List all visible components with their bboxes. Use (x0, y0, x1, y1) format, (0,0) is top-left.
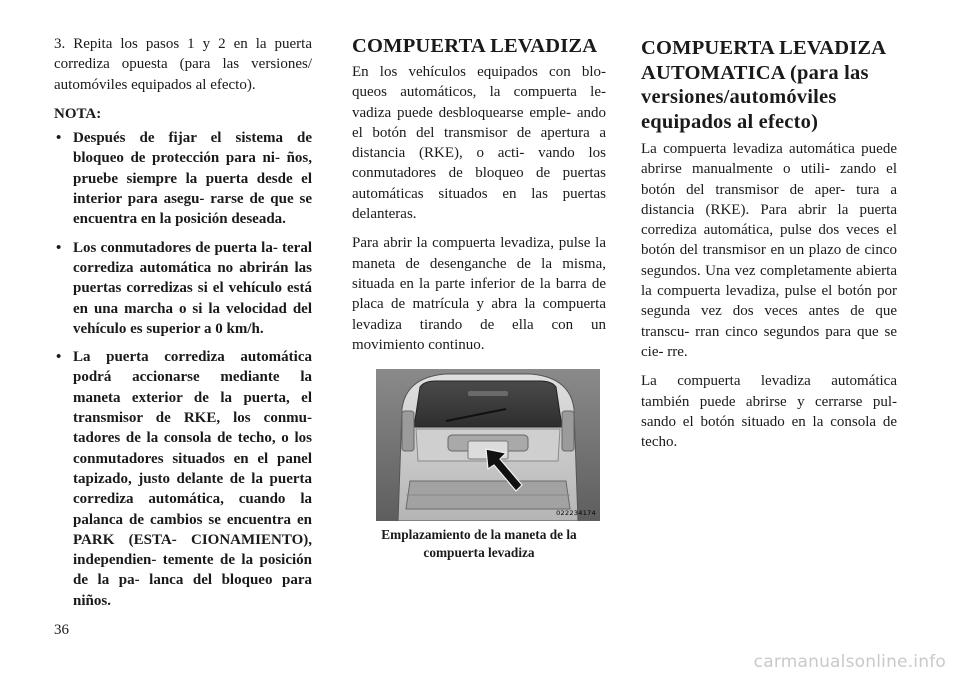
right-column (641, 34, 897, 452)
figure-code: 022234174 (556, 509, 596, 518)
bullet-dot-icon: • (56, 349, 62, 366)
figure-caption: Emplazamiento de la maneta de la compuerta levadiza (381, 527, 577, 561)
bullet-dot-icon: • (56, 130, 62, 147)
step-3-text: 3. Repita los pasos 1 y 2 en la puerta corrediza opuesta (para las versiones/ automóviles equipados al efecto). (54, 36, 312, 93)
bullet-text: La puerta corrediza automática podrá accionarse mediante la maneta exterior de la puerta, el transmisor de RKE, los conmu- tadores de la consola de techo, o los conmutadores situados en el panel tapizado, justo delante de la puerta corrediza automática, cuando la palanca de cambios se encuentra en PARK (ESTA- CIONAMIENTO), independien- temente de la posición de la pa- lanca del bloqueo para niños. (73, 349, 312, 609)
section-heading: COMPUERTA LEVADIZA (352, 35, 598, 57)
minivan-rear-drawing (376, 369, 600, 521)
bullet-text: Los conmutadores de puerta la- teral corrediza automática no abrirán las puertas corredizas si el vehículo está en una marcha o si la velocidad del vehículo es superior a 0 km/h. (73, 239, 312, 337)
bullet-item (54, 238, 312, 339)
liftgate-illustration (376, 369, 600, 521)
bullet-item (54, 347, 312, 611)
watermark: carmanualsonline.info (753, 652, 946, 672)
bullet-text: Después de fijar el sistema de bloqueo de protección para ni- ños, pruebe siempre la puerta desde el interior para asegu- rarse de que se encuentra en la posición deseada. (73, 130, 312, 228)
bullet-dot-icon: • (56, 239, 62, 256)
paragraph: La compuerta levadiza automática también puede abrirse y cerrarse pul- sando el botón situado en la consola de techo. (641, 373, 897, 451)
paragraph: En los vehículos equipados con blo- queos automáticos, la compuerta le- vadiza puede desbloquearse emple- ando el botón del transmisor de apertura a distancia (RKE), o acti- vando los conmutadores de bloqueo de puertas automáticas situados en las puertas delanteras. (352, 64, 606, 223)
paragraph: Para abrir la compuerta levadiza, pulse la maneta de desenganche de la misma, situada en la parte inferior de la barra de placa de matrícula y abra la compuerta levadiza tirando de ella con un movimiento continuo. (352, 235, 606, 353)
section-heading: COMPUERTA LEVADIZA AUTOMATICA (para las versiones/automóviles equipados al efecto) (641, 37, 886, 133)
left-column (54, 34, 312, 619)
bullet-item (54, 128, 312, 229)
page-number: 36 (54, 622, 69, 638)
nota-bullet-list (54, 128, 312, 611)
nota-label: NOTA: (54, 105, 102, 122)
middle-column (352, 34, 606, 562)
paragraph: La compuerta levadiza automática puede abrirse manualmente o utili- zando el botón del transmisor de aper- tura a distancia (RKE). Para abrir la puerta corrediza automática, pulse dos veces el botón del transmisor en un plazo de cinco segundos. Una vez completamente abierta la compuerta levadiza, pulse el botón por segunda vez dos veces antes de que transcu- rran cinco segundos para que se cie- rre. (641, 141, 897, 360)
